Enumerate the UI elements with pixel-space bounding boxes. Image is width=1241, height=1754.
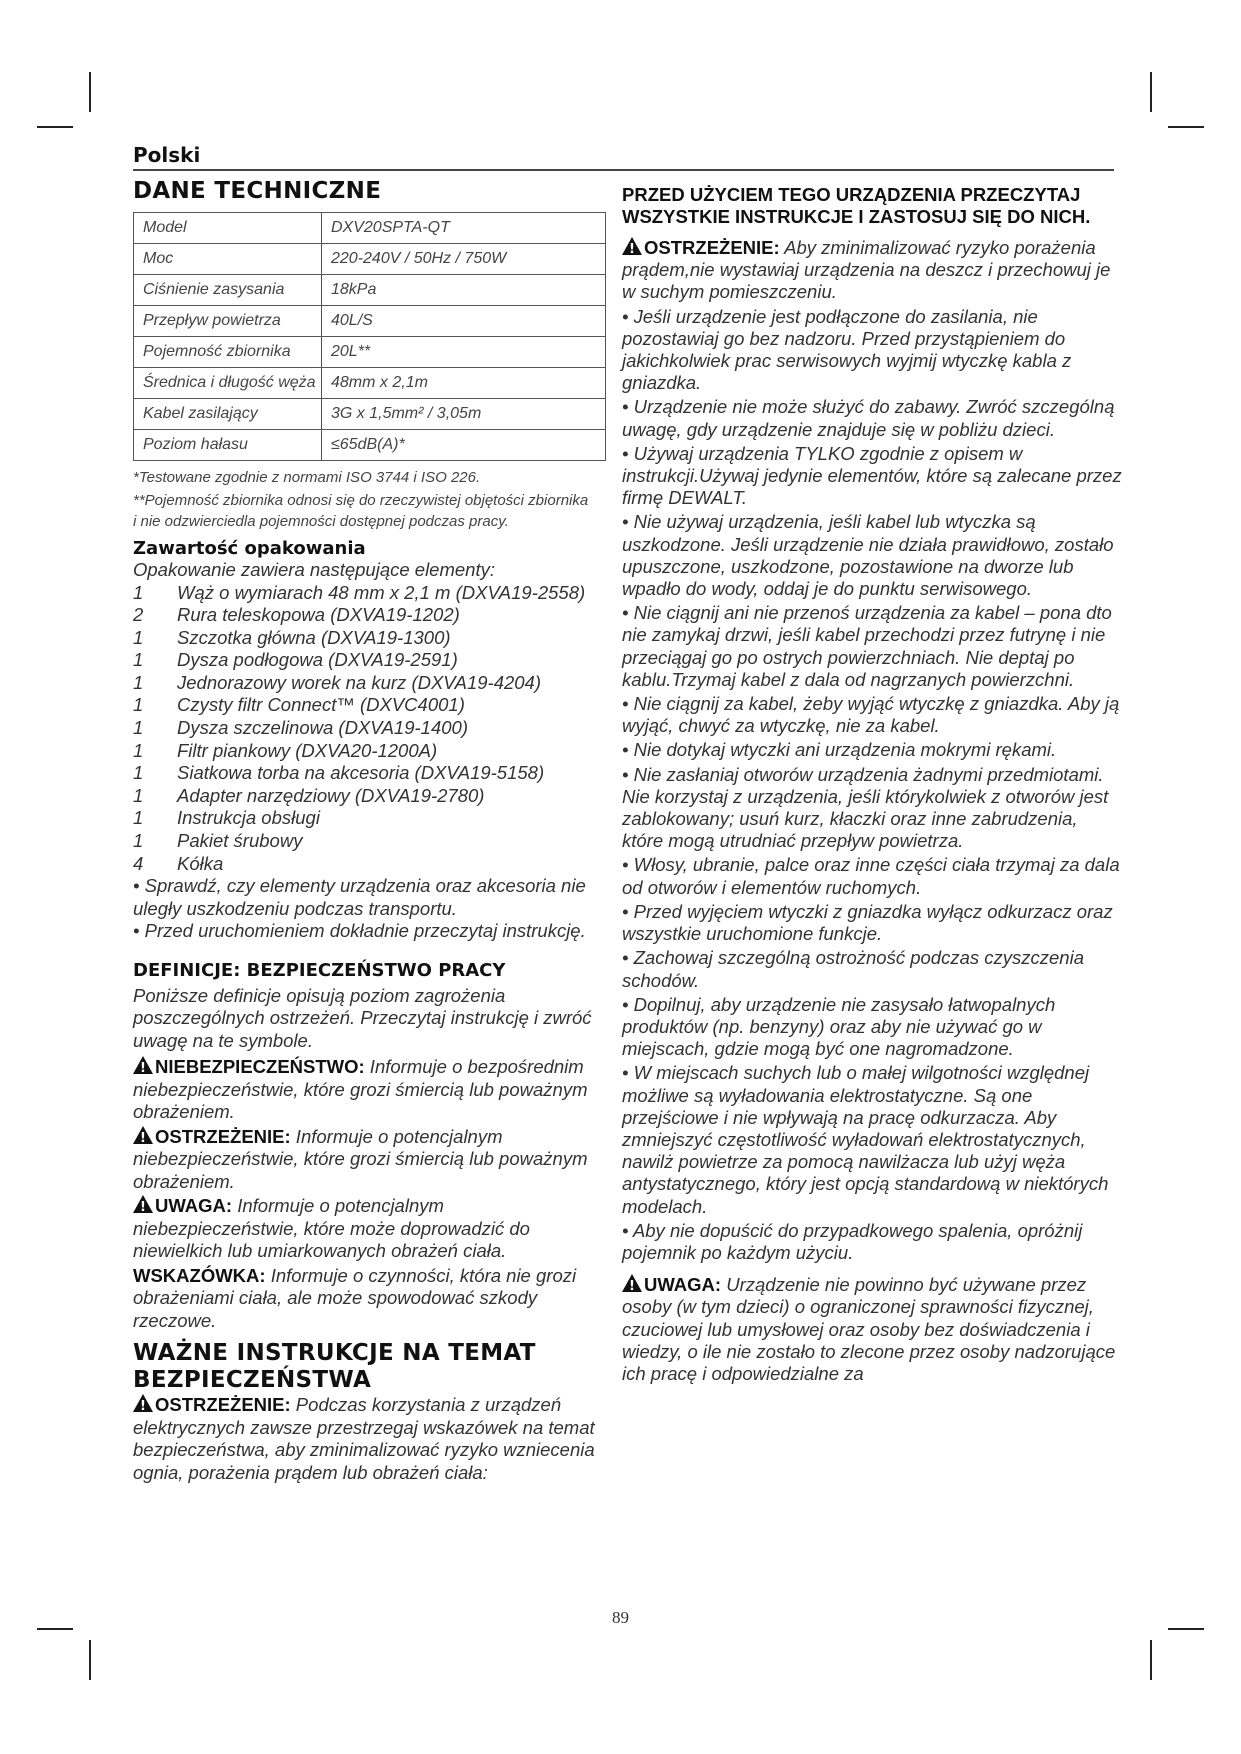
package-title: Zawartość opakowania (133, 538, 366, 559)
read-instructions-title: PRZED UŻYCIEM TEGO URZĄDZENIA PRZECZYTAJ WSZYSTKIE INSTRUKCJE I ZASTOSUJ SIĘ DO NICH. (622, 184, 1091, 227)
spec-value: 20L** (322, 337, 606, 368)
left-column (133, 178, 613, 1484)
crop-mark (89, 72, 91, 112)
list-item (133, 582, 613, 605)
package-check-read: • Przed uruchomieniem dokładnie przeczytaj instrukcję. (133, 920, 586, 942)
warning-triangle-icon (133, 1056, 153, 1074)
item-text: Pakiet śrubowy (177, 830, 303, 852)
spec-label: Średnica i długość węża (134, 368, 322, 399)
table-row (134, 244, 606, 275)
crop-mark (1150, 1640, 1152, 1680)
item-text: Adapter narzędziowy (DXVA19-2780) (177, 784, 485, 806)
spec-value: 48mm x 2,1m (322, 368, 606, 399)
caution-label: UWAGA: (155, 1195, 233, 1217)
danger-label: NIEBEZPIECZEŃSTWO: (155, 1056, 365, 1078)
list-item: • Jeśli urządzenie jest podłączone do zasilania, nie pozostawiaj go bez nadzoru. Przed przystąpieniem do jakichkolwiek prac serwisowych wyjmij wtyczkę kabla z gniazdka. (622, 305, 1072, 394)
footnote-capacity: **Pojemność zbiornika odnosi się do rzeczywistej objętości zbiornika i nie odzwierciedla pojemności dostępnej podczas pracy. (133, 492, 589, 530)
list-item: • Nie zasłaniaj otworów urządzenia żadnymi przedmiotami. Nie korzystaj z urządzenia, jeśli którykolwiek z otworów jest zablokowany; usuń kurz, kłaczki oraz inne zabrudzenia, które mogą utrudniać przepływ powietrza. (622, 763, 1109, 852)
table-row (134, 368, 606, 399)
list-item (133, 785, 613, 808)
package-list (133, 582, 613, 876)
list-item (133, 717, 613, 740)
spec-label: Kabel zasilający (134, 399, 322, 430)
spec-value: DXV20SPTA-QT (322, 213, 606, 244)
item-qty: 1 (133, 626, 144, 648)
notice-label: WSKAZÓWKA: (133, 1264, 266, 1286)
caution-label: UWAGA: (644, 1274, 722, 1296)
list-item (133, 740, 613, 763)
list-item (133, 807, 613, 830)
caution-paragraph (622, 1274, 1122, 1385)
table-row (134, 399, 606, 430)
right-column (622, 178, 1122, 1385)
warning-triangle-icon (622, 1274, 642, 1292)
list-item (133, 627, 613, 650)
warning-label: OSTRZEŻENIE: (155, 1125, 291, 1147)
list-item: • Urządzenie nie może służyć do zabawy. Zwróć szczególną uwagę, gdy urządzenie znajduje się w pobliżu dzieci. (622, 396, 1115, 440)
page-number: 89 (612, 1608, 629, 1627)
table-row (134, 213, 606, 244)
warning-text: Podczas korzystania z urządzeń elektrycznych zawsze przestrzegaj wskazówek na temat bezpieczeństwa, aby zminimalizować ryzyko wzniecenia ognia, porażenia prądem lub obrażeń ciała: (133, 1394, 595, 1483)
spec-label: Moc (134, 244, 322, 275)
rain-warning (622, 237, 1122, 304)
spec-value: 40L/S (322, 306, 606, 337)
crop-mark (89, 1640, 91, 1680)
item-qty: 1 (133, 671, 144, 693)
item-text: Czysty filtr Connect™ (DXVC4001) (177, 694, 465, 716)
item-qty: 1 (133, 807, 144, 829)
item-text: Jednorazowy worek na kurz (DXVA19-4204) (177, 671, 542, 693)
list-item: • Aby nie dopuścić do przypadkowego spalenia, opróżnij pojemnik po każdym użyciu. (622, 1219, 1083, 1263)
warning-triangle-icon (133, 1126, 153, 1144)
list-item (133, 830, 613, 853)
crop-mark (1168, 1628, 1204, 1630)
definition-notice (133, 1265, 613, 1333)
important-warning (133, 1394, 613, 1484)
caution-text: Informuje o potencjalnym niebezpieczeństwie, które może doprowadzić do niewielkich lub umiarkowanych obrażeń ciała. (133, 1195, 530, 1262)
item-qty: 1 (133, 830, 144, 852)
item-text: Instrukcja obsługi (177, 807, 320, 829)
package-intro: Opakowanie zawiera następujące elementy: (133, 559, 495, 580)
danger-text: Informuje o bezpośrednim niebezpieczeństwie, które grozi śmiercią lub poważnym obrażeniem. (133, 1056, 588, 1123)
table-row (134, 275, 606, 306)
notice-text: Informuje o czynności, która nie grozi obrażeniami ciała, ale może spowodować szkody rzeczowe. (133, 1264, 577, 1331)
list-item (133, 853, 613, 876)
package-check-transport: • Sprawdź, czy elementy urządzenia oraz akcesoria nie uległy uszkodzeniu podczas transportu. (133, 875, 586, 919)
list-item: • Włosy, ubranie, palce oraz inne części ciała trzymaj za dala od otworów i elementów ruchomych. (622, 854, 1120, 898)
definitions-intro: Poniższe definicje opisują poziom zagrożenia poszczególnych ostrzeżeń. Przeczytaj instrukcję i zwróć uwagę na te symbole. (133, 984, 592, 1051)
spec-value: 18kPa (322, 275, 606, 306)
footnote-iso: *Testowane zgodnie z normami ISO 3744 i ISO 226. (133, 469, 481, 486)
list-item (133, 762, 613, 785)
header-rule (133, 169, 1114, 171)
definitions-title: DEFINICJE: BEZPIECZEŃSTWO PRACY (133, 959, 506, 981)
list-item (133, 649, 613, 672)
item-text: Dysza podłogowa (DXVA19-2591) (177, 649, 458, 671)
list-item (133, 604, 613, 627)
item-text: Kółka (177, 852, 224, 874)
item-qty: 2 (133, 604, 144, 626)
item-text: Filtr piankowy (DXVA20-1200A) (177, 739, 438, 761)
item-text: Wąż o wymiarach 48 mm x 2,1 m (DXVA19-2558) (177, 581, 586, 603)
list-item: • Nie używaj urządzenia, jeśli kabel lub wtyczka są uszkodzone. Jeśli urządzenie nie działa prawidłowo, zostało upuszczone, uszkodzone, pozostawione na dworze lub wpadło do wody, oddaj je do punktu serwisowego. (622, 511, 1114, 600)
list-item: • Używaj urządzenia TYLKO zgodnie z opisem w instrukcji.Używaj jedynie elementów, które są zalecane przez firmę DEWALT. (622, 442, 1122, 509)
table-row (134, 306, 606, 337)
crop-mark (37, 126, 73, 128)
item-qty: 1 (133, 694, 144, 716)
item-text: Rura teleskopowa (DXVA19-1202) (177, 604, 460, 626)
item-qty: 1 (133, 649, 144, 671)
table-row (134, 337, 606, 368)
item-text: Dysza szczelinowa (DXVA19-1400) (177, 717, 468, 739)
spec-label: Poziom hałasu (134, 430, 322, 461)
warning-triangle-icon (133, 1195, 153, 1213)
warning-label: OSTRZEŻENIE: (155, 1394, 291, 1416)
crop-mark (1150, 72, 1152, 112)
spec-label: Przepływ powietrza (134, 306, 322, 337)
list-item: • Nie ciągnij ani nie przenoś urządzenia za kabel – pona dto nie zamykaj drzwi, jeśli kabel przechodzi przez futrynę i nie przeciągaj go po ostrych powierzchniach. Nie deptaj po kablu.Trzymaj kabel z dala od nagrzanych powierzchni. (622, 602, 1112, 690)
item-qty: 1 (133, 739, 144, 761)
spec-title: DANE TECHNICZNE (133, 178, 382, 204)
list-item: • Dopilnuj, aby urządzenie nie zasysało łatwopalnych produktów (np. benzyny) oraz aby nie używać go w miejscach, gdzie mogą być one nagromadzone. (622, 993, 1056, 1060)
warning-triangle-icon (622, 237, 642, 255)
list-item: • Nie dotykaj wtyczki ani urządzenia mokrymi rękami. (622, 739, 1057, 761)
item-qty: 1 (133, 784, 144, 806)
crop-mark (37, 1628, 73, 1630)
warning-label: OSTRZEŻENIE: (644, 237, 780, 258)
spec-label: Model (134, 213, 322, 244)
language-header: Polski (133, 143, 201, 167)
spec-table (133, 212, 606, 461)
definition-caution (133, 1195, 613, 1263)
spec-label: Ciśnienie zasysania (134, 275, 322, 306)
table-row (134, 430, 606, 461)
item-qty: 4 (133, 852, 144, 874)
item-text: Siatkowa torba na akcesoria (DXVA19-5158) (177, 762, 545, 784)
item-qty: 1 (133, 581, 144, 603)
list-item: • Przed wyjęciem wtyczki z gniazdka wyłącz odkurzacz oraz wszystkie uruchomione funkcje. (622, 900, 1113, 945)
definition-warning (133, 1126, 613, 1194)
definition-danger (133, 1056, 613, 1124)
item-text: Szczotka główna (DXVA19-1300) (177, 626, 451, 648)
warning-text: Informuje o potencjalnym niebezpieczeństwie, które grozi śmiercią lub poważnym obrażeniem. (133, 1125, 588, 1192)
spec-value: 3G x 1,5mm² / 3,05m (322, 399, 606, 430)
warning-text: Aby zminimalizować ryzyko porażenia prądem,nie wystawiaj urządzenia na deszcz i przechowuj je w suchym pomieszczeniu. (622, 237, 1111, 303)
item-qty: 1 (133, 717, 144, 739)
list-item (133, 672, 613, 695)
spec-value: ≤65dB(A)* (322, 430, 606, 461)
important-title: WAŻNE INSTRUKCJE NA TEMAT BEZPIECZEŃSTWA (133, 1340, 536, 1394)
spec-label: Pojemność zbiornika (134, 337, 322, 368)
warning-triangle-icon (133, 1394, 153, 1412)
caution-text: Urządzenie nie powinno być używane przez osoby (w tym dzieci) o ograniczonej sprawności fizycznej, czuciowej lub umysłowej oraz osoby bez doświadczenia i wiedzy, o ile nie zostało to zlecone przez osoby nadzorujące ich pracę i odpowiedzialne za (622, 1274, 1116, 1384)
spec-value: 220-240V / 50Hz / 750W (322, 244, 606, 275)
item-qty: 1 (133, 762, 144, 784)
crop-mark (1168, 126, 1204, 128)
list-item (133, 694, 613, 717)
list-item: • W miejscach suchych lub o małej wilgotności względnej możliwe są wyładowania elektrostatyczne. Są one przejściowe i nie wpływają na pracę odkurzacza. Aby zmniejszyć częstotliwość wyładowań elektrostatycznych, nawilż powietrze za pomocą nawilżacza lub użyj węża antystatycznego, który jest opcją standardową w niektórych modelach. (622, 1062, 1109, 1217)
list-item: • Zachowaj szczególną ostrożność podczas czyszczenia schodów. (622, 947, 1084, 991)
list-item: • Nie ciągnij za kabel, żeby wyjąć wtyczkę z gniazdka. Aby ją wyjąć, chwyć za wtyczkę, nie za kabel. (622, 693, 1120, 737)
